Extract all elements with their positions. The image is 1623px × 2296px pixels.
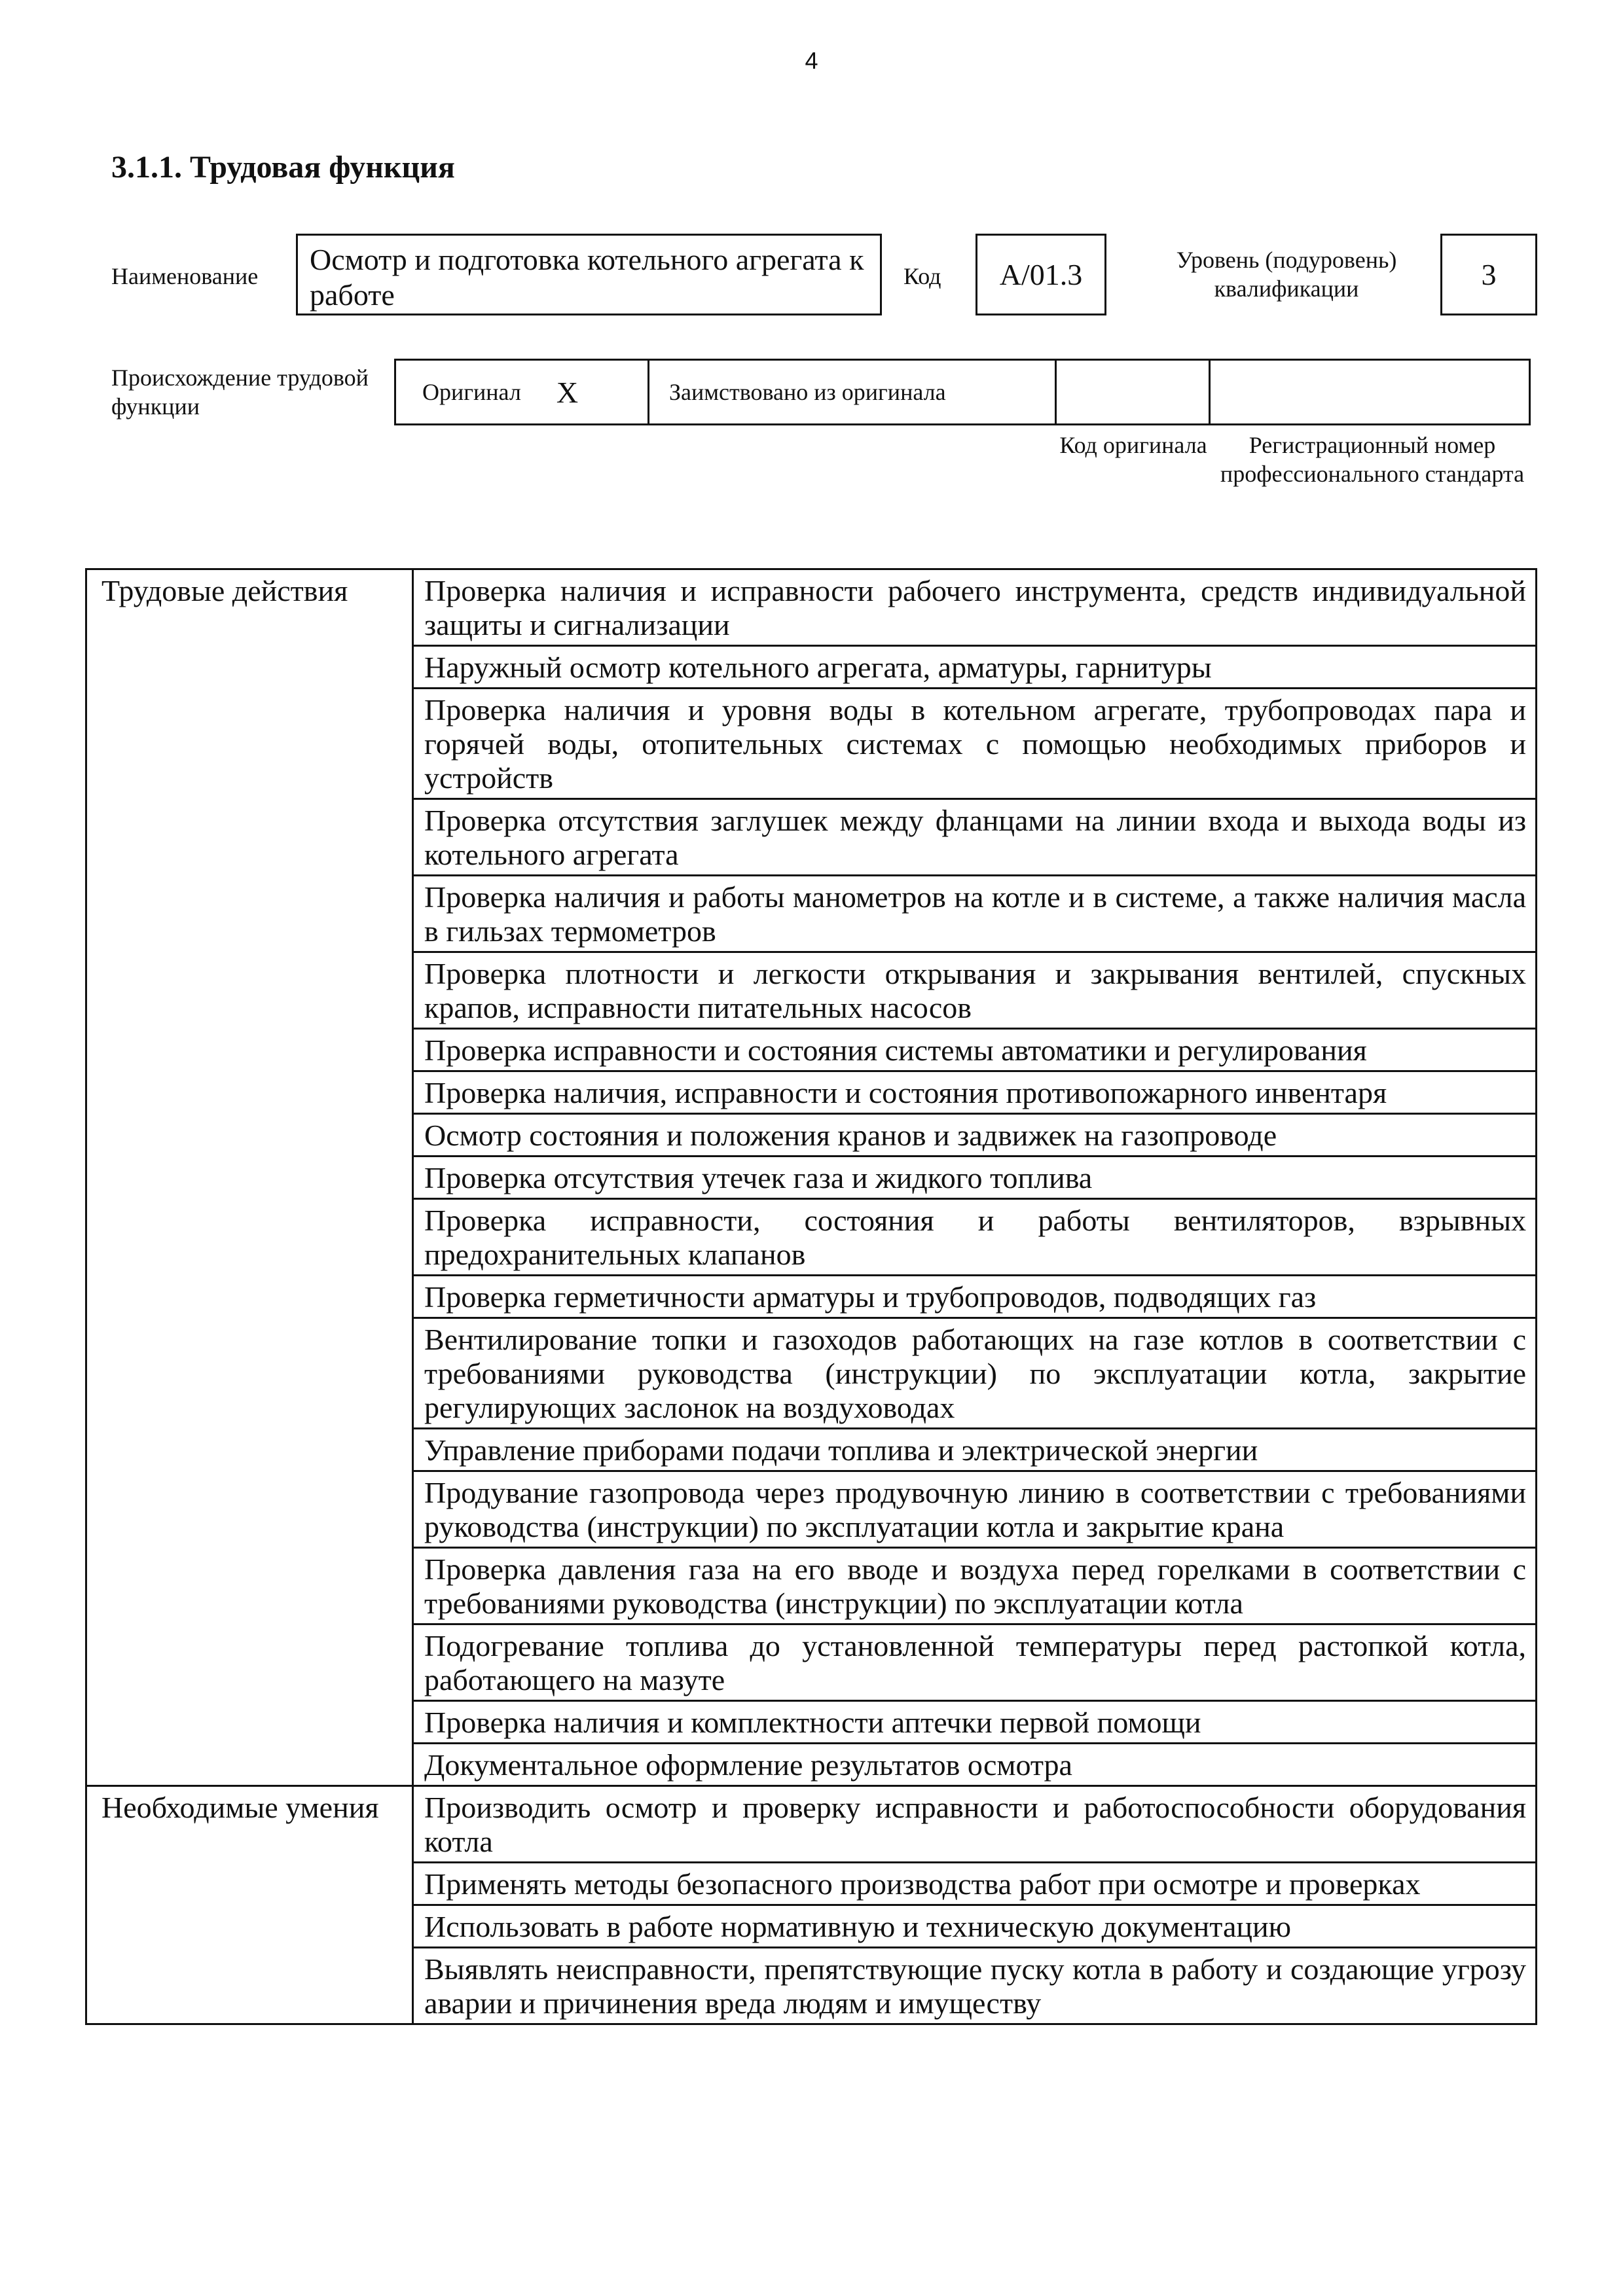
- table-cell-item: Проверка наличия и комплектности аптечки первой помощи: [413, 1701, 1537, 1744]
- origin-label: Происхождение трудовой функции: [111, 365, 369, 420]
- borrowed-cell: [647, 359, 1057, 425]
- table-cell-item: Проверка наличия и исправности рабочего инструмента, средств индивидуальной защиты и сигнализации: [413, 569, 1537, 646]
- reg-number-cell: [1209, 359, 1531, 425]
- table-cell-item: Проверка исправности, состояния и работы вентиляторов, взрывных предохранительных клапанов: [413, 1199, 1537, 1276]
- table-cell-item: Проверка герметичности арматуры и трубопроводов, подводящих газ: [413, 1276, 1537, 1318]
- original-cell: [394, 359, 649, 425]
- table-cell-item: Проверка плотности и легкости открывания и закрывания вентилей, спускных крапов, исправности питательных насосов: [413, 952, 1537, 1029]
- table-cell-item: Осмотр состояния и положения кранов и задвижек на газопроводе: [413, 1114, 1537, 1157]
- table-cell-item: Производить осмотр и проверку исправности и работоспособности оборудования котла: [413, 1786, 1537, 1863]
- table-cell-item: Проверка наличия, исправности и состояния противопожарного инвентаря: [413, 1071, 1537, 1114]
- table-cell-item: Подогревание топлива до установленной температуры перед растопкой котла, работающего на мазуте: [413, 1624, 1537, 1701]
- table-cell-item: Управление приборами подачи топлива и электрической энергии: [413, 1429, 1537, 1471]
- table-cell-item: Выявлять неисправности, препятствующие пуску котла в работу и создающие угрозу аварии и причинения вреда людям и имуществу: [413, 1948, 1537, 2024]
- page-number: 4: [805, 47, 818, 74]
- table-cell-item: Проверка наличия и работы манометров на котле и в системе, а также наличия масла в гильзах термометров: [413, 876, 1537, 952]
- table-cell-item: Проверка давления газа на его вводе и воздуха перед горелками в соответствии с требованиями руководства (инструкции) по эксплуатации котла: [413, 1548, 1537, 1624]
- table-cell-item: Проверка отсутствия заглушек между фланцами на линии входа и выхода воды из котельного агрегата: [413, 799, 1537, 876]
- code-label: Код: [903, 263, 941, 289]
- table-cell-item: Продувание газопровода через продувочную линию в соответствии с требованиями руководства (инструкции) по эксплуатации котла и закрытие крана: [413, 1471, 1537, 1548]
- table-cell-item: Проверка отсутствия утечек газа и жидкого топлива: [413, 1157, 1537, 1199]
- table-cell-item: Проверка исправности и состояния системы автоматики и регулирования: [413, 1029, 1537, 1071]
- table-cell-item: Использовать в работе нормативную и техническую документацию: [413, 1905, 1537, 1948]
- borrowed-label: Заимствовано из оригинала: [669, 379, 946, 405]
- origin-row: [396, 359, 1537, 425]
- section-heading: 3.1.1. Трудовая функция: [111, 150, 455, 185]
- original-mark: Х: [556, 375, 579, 409]
- table-row: [86, 569, 1537, 646]
- qualification-level-box: 3: [1440, 234, 1537, 315]
- original-label: Оригинал: [422, 379, 521, 405]
- original-code-cell: [1055, 359, 1211, 425]
- table-cell-item: Проверка наличия и уровня воды в котельном агрегате, трубопроводах пара и горячей воды, отопительных системах с помощью необходимых приборов и устройств: [413, 689, 1537, 799]
- section-title: Трудовые действия: [86, 569, 413, 1786]
- table-row: [86, 1786, 1537, 1863]
- reg-number-caption: Регистрационный номер профессионального стандарта: [1220, 432, 1525, 487]
- original-code-caption: Код оригинала: [1059, 432, 1207, 458]
- table-cell-item: Применять методы безопасного производства работ при осмотре и проверках: [413, 1863, 1537, 1905]
- function-name-box: Осмотр и подготовка котельного агрегата к работе: [296, 234, 882, 315]
- function-details-table: [85, 568, 1537, 2025]
- name-label: Наименование: [111, 263, 259, 289]
- section-title: Необходимые умения: [86, 1786, 413, 2024]
- qualification-level-label: Уровень (подуровень) квалификации: [1176, 247, 1397, 302]
- table-cell-item: Документальное оформление результатов осмотра: [413, 1744, 1537, 1786]
- table-cell-item: Вентилирование топки и газоходов работающих на газе котлов в соответствии с требованиями руководства (инструкции) по эксплуатации котла, закрытие регулирующих заслонок на воздуховодах: [413, 1318, 1537, 1429]
- table-cell-item: Наружный осмотр котельного агрегата, арматуры, гарнитуры: [413, 646, 1537, 689]
- function-code-box: А/01.3: [976, 234, 1106, 315]
